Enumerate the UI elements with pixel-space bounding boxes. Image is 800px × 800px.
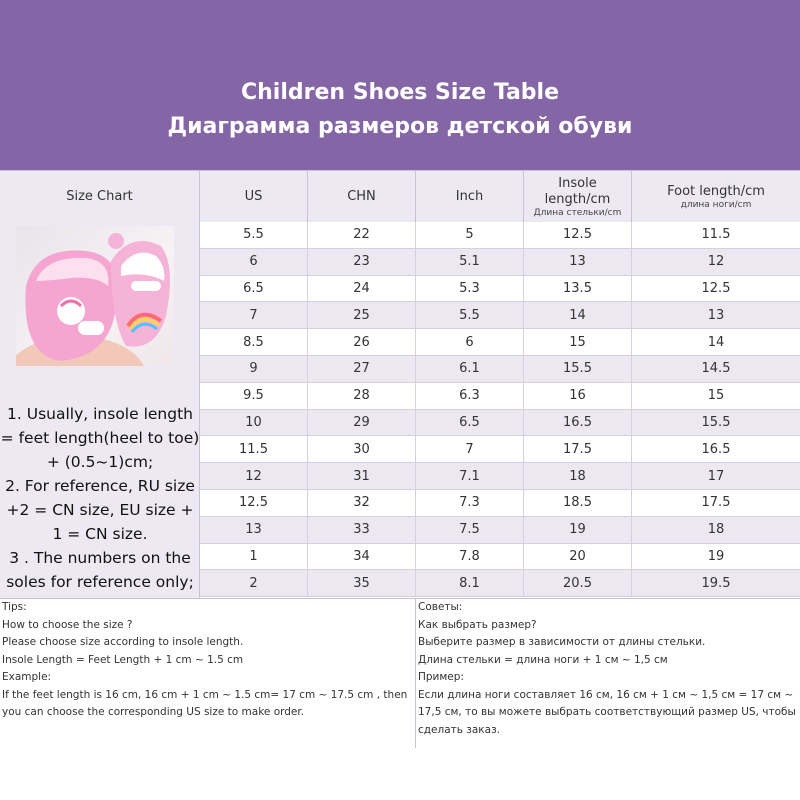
cell-foot: 14	[707, 334, 725, 350]
tips-ru-line: Пример:	[418, 671, 464, 683]
tips-ru-line: Длина стельки = длина ноги + 1 см ~ 1,5 см	[418, 653, 668, 666]
table-row	[200, 249, 800, 276]
cell-inch: 5.3	[416, 276, 524, 302]
table-row	[200, 302, 800, 329]
cell-chn: 29	[308, 410, 416, 436]
cell-us: 1	[200, 544, 308, 570]
table-row	[200, 356, 800, 383]
cell-insole: 16.5	[524, 410, 632, 436]
cell-us: 10	[200, 410, 308, 436]
cell-inch: 7.3	[416, 490, 524, 516]
header-size-chart	[0, 171, 200, 223]
tips-ru-line: Если длина ноги составляет 16 см, 16 см + 1 см ~ 1,5 см = 17 см ~ 17,5 см, то вы можете выбрать соответствующий размер US, чтобы сделать заказ.	[418, 688, 796, 736]
cell-inch: 6.1	[416, 356, 524, 382]
table-header	[0, 170, 800, 224]
header-inch	[416, 171, 524, 223]
note-2: 2. For reference, RU size +2 = CN size, EU size + 1 = CN size.	[5, 477, 195, 543]
tips-en-line: Insole Length = Feet Length + 1 cm ~ 1.5 cm	[2, 653, 244, 666]
tips-ru-line: Советы:	[418, 601, 463, 613]
title-banner	[0, 0, 800, 170]
cell-foot: 11.5	[701, 227, 731, 243]
table-row	[200, 383, 800, 410]
tips-russian	[416, 598, 800, 748]
cell-inch: 7.8	[416, 544, 524, 570]
cell-foot: 12	[707, 254, 725, 270]
cell-foot: 15	[707, 388, 725, 404]
cell-inch: 5.5	[416, 302, 524, 328]
cell-foot: 18	[707, 522, 725, 538]
cell-chn: 33	[308, 517, 416, 543]
cell-insole: 13.5	[524, 276, 632, 302]
header-foot	[632, 171, 800, 223]
left-panel	[0, 222, 200, 598]
cell-foot: 19	[707, 548, 725, 564]
cell-inch: 6.3	[416, 383, 524, 409]
size-notes	[0, 402, 200, 594]
cell-inch: 6	[416, 329, 524, 355]
cell-us: 5.5	[200, 222, 308, 248]
cell-foot: 15.5	[701, 414, 731, 430]
cell-inch: 5	[416, 222, 524, 248]
table-row	[200, 544, 800, 571]
cell-insole: 15.5	[524, 356, 632, 382]
product-photo	[16, 226, 174, 366]
cell-us: 12.5	[200, 490, 308, 516]
header-us-label: US	[244, 189, 263, 204]
cell-insole: 17.5	[524, 436, 632, 462]
cell-chn: 28	[308, 383, 416, 409]
cell-inch: 7.1	[416, 463, 524, 489]
header-insole	[524, 171, 632, 223]
tips-ru-line: Как выбрать размер?	[418, 618, 537, 631]
cell-insole: 16	[524, 383, 632, 409]
table-row	[200, 570, 800, 597]
cell-foot: 17	[707, 468, 725, 484]
tips-en-line: Example:	[2, 671, 52, 683]
header-chn-label: CHN	[347, 189, 376, 204]
cell-us: 6	[200, 249, 308, 275]
table-row	[200, 463, 800, 490]
cell-us: 8.5	[200, 329, 308, 355]
header-insole-label: Insole length/cm	[544, 175, 611, 207]
title-english: Children Shoes Size Table	[240, 80, 560, 105]
cell-us: 9.5	[200, 383, 308, 409]
table-row	[200, 276, 800, 303]
cell-chn: 32	[308, 490, 416, 516]
tips-en-line: Please choose size according to insole length.	[2, 636, 244, 648]
cell-foot: 19.5	[701, 575, 731, 591]
cell-insole: 15	[524, 329, 632, 355]
kids-clog-illustration	[16, 226, 174, 366]
cell-chn: 31	[308, 463, 416, 489]
table-row	[200, 410, 800, 437]
cell-insole: 20	[524, 544, 632, 570]
cell-chn: 23	[308, 249, 416, 275]
cell-us: 7	[200, 302, 308, 328]
cell-insole: 20.5	[524, 570, 632, 596]
cell-us: 12	[200, 463, 308, 489]
table-row	[200, 490, 800, 517]
header-us	[200, 171, 308, 223]
table-row	[200, 517, 800, 544]
cell-inch: 6.5	[416, 410, 524, 436]
cell-insole: 12.5	[524, 222, 632, 248]
tips-en-line: Tips:	[2, 601, 27, 613]
cell-chn: 35	[308, 570, 416, 596]
header-foot-label: Foot length/cm	[667, 183, 765, 199]
cell-foot: 14.5	[701, 361, 731, 377]
cell-insole: 14	[524, 302, 632, 328]
cell-chn: 24	[308, 276, 416, 302]
cell-chn: 22	[308, 222, 416, 248]
cell-inch: 7.5	[416, 517, 524, 543]
cell-us: 11.5	[200, 436, 308, 462]
table-row	[200, 329, 800, 356]
cell-insole: 13	[524, 249, 632, 275]
title-russian: Диаграмма размеров детской обуви	[167, 114, 633, 139]
cell-foot: 13	[707, 307, 725, 323]
cell-insole: 19	[524, 517, 632, 543]
header-chn	[308, 171, 416, 223]
cell-us: 2	[200, 570, 308, 596]
tips-english	[0, 598, 416, 748]
tips-en-line: How to choose the size ?	[2, 618, 133, 631]
header-size-chart-label: Size Chart	[66, 189, 133, 204]
header-insole-sub: Длина стельки/cm	[533, 207, 622, 218]
tips-ru-line: Выберите размер в зависимости от длины стельки.	[418, 636, 706, 648]
cell-chn: 30	[308, 436, 416, 462]
cell-foot: 16.5	[701, 441, 731, 457]
note-3: 3 . The numbers on the soles for reference only;	[6, 549, 194, 591]
cell-chn: 25	[308, 302, 416, 328]
header-inch-label: Inch	[455, 189, 484, 204]
cell-inch: 8.1	[416, 570, 524, 596]
cell-us: 6.5	[200, 276, 308, 302]
cell-us: 13	[200, 517, 308, 543]
cell-foot: 17.5	[701, 495, 731, 511]
cell-foot: 12.5	[701, 280, 731, 296]
cell-insole: 18.5	[524, 490, 632, 516]
cell-inch: 7	[416, 436, 524, 462]
table-row	[200, 222, 800, 249]
note-1: 1. Usually, insole length = feet length(heel to toe) + (0.5~1)cm;	[0, 405, 200, 471]
table-row	[200, 436, 800, 463]
cell-insole: 18	[524, 463, 632, 489]
cell-chn: 26	[308, 329, 416, 355]
header-foot-sub: длина ноги/cm	[680, 199, 752, 210]
cell-inch: 5.1	[416, 249, 524, 275]
cell-chn: 27	[308, 356, 416, 382]
cell-us: 9	[200, 356, 308, 382]
tips-en-line: If the feet length is 16 cm, 16 cm + 1 cm ~ 1.5 cm= 17 cm ~ 17.5 cm , then you can choose the corresponding US size to make order.	[2, 688, 408, 718]
cell-chn: 34	[308, 544, 416, 570]
